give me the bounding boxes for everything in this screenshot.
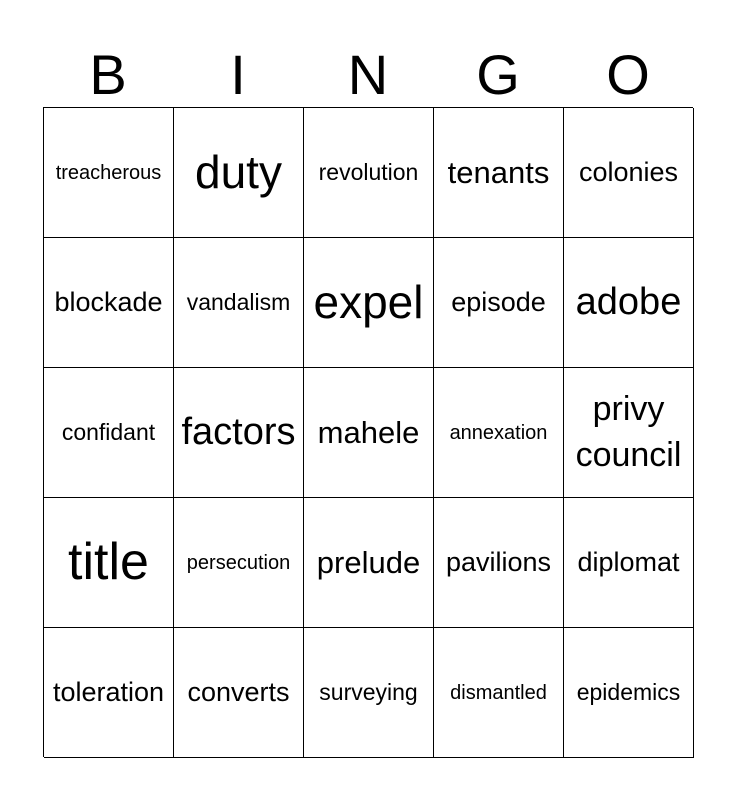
bingo-cell xyxy=(434,238,564,368)
bingo-cell xyxy=(44,368,174,498)
bingo-cell xyxy=(434,628,564,758)
header-letter-n: N xyxy=(347,43,389,106)
cell-word: pavilions xyxy=(445,547,552,578)
bingo-cell xyxy=(564,368,694,498)
cell-word: treacherous xyxy=(55,161,162,184)
cell-word: revolution xyxy=(318,158,419,185)
cell-word: expel xyxy=(313,275,424,328)
bingo-cell xyxy=(304,368,434,498)
cell-word: privy council xyxy=(575,389,682,474)
cell-word: persecution xyxy=(186,551,291,574)
bingo-cell xyxy=(564,238,694,368)
bingo-cell xyxy=(564,498,694,628)
bingo-cell xyxy=(44,628,174,758)
bingo-cell xyxy=(44,498,174,628)
bingo-cell xyxy=(174,368,304,498)
cell-word: adobe xyxy=(575,280,682,323)
bingo-cell xyxy=(304,238,434,368)
header-letter-i: I xyxy=(230,43,246,106)
bingo-cell xyxy=(174,238,304,368)
cell-word: vandalism xyxy=(186,288,291,315)
header-letter-o: O xyxy=(606,43,650,106)
cell-word: tenants xyxy=(447,154,550,190)
cell-word: title xyxy=(68,533,149,592)
bingo-header xyxy=(43,44,693,106)
bingo-cell xyxy=(44,108,174,238)
header-letter-g: G xyxy=(476,43,520,106)
cell-word: mahele xyxy=(317,414,420,450)
bingo-cell xyxy=(174,628,304,758)
bingo-cell xyxy=(44,238,174,368)
cell-word: epidemics xyxy=(576,678,681,705)
cell-word: blockade xyxy=(54,287,163,318)
cell-word: confidant xyxy=(61,418,156,445)
cell-word: diplomat xyxy=(577,547,680,578)
cell-word: episode xyxy=(451,287,546,318)
cell-word: duty xyxy=(195,145,282,198)
bingo-cell xyxy=(304,108,434,238)
cell-word: prelude xyxy=(316,544,421,580)
bingo-cell xyxy=(434,498,564,628)
cell-word: converts xyxy=(187,677,290,708)
bingo-cell xyxy=(434,368,564,498)
bingo-cell xyxy=(174,498,304,628)
cell-word: toleration xyxy=(52,677,165,708)
bingo-cell xyxy=(564,108,694,238)
cell-word: factors xyxy=(181,410,296,453)
bingo-cell xyxy=(304,628,434,758)
cell-word: colonies xyxy=(578,157,679,188)
bingo-cell xyxy=(174,108,304,238)
bingo-cell xyxy=(564,628,694,758)
cell-word: annexation xyxy=(449,421,548,444)
cell-word: surveying xyxy=(319,678,418,705)
bingo-cell xyxy=(304,498,434,628)
bingo-card-grid xyxy=(43,107,693,757)
header-letter-b: B xyxy=(89,43,127,106)
bingo-cell xyxy=(434,108,564,238)
cell-word: dismantled xyxy=(450,681,547,704)
